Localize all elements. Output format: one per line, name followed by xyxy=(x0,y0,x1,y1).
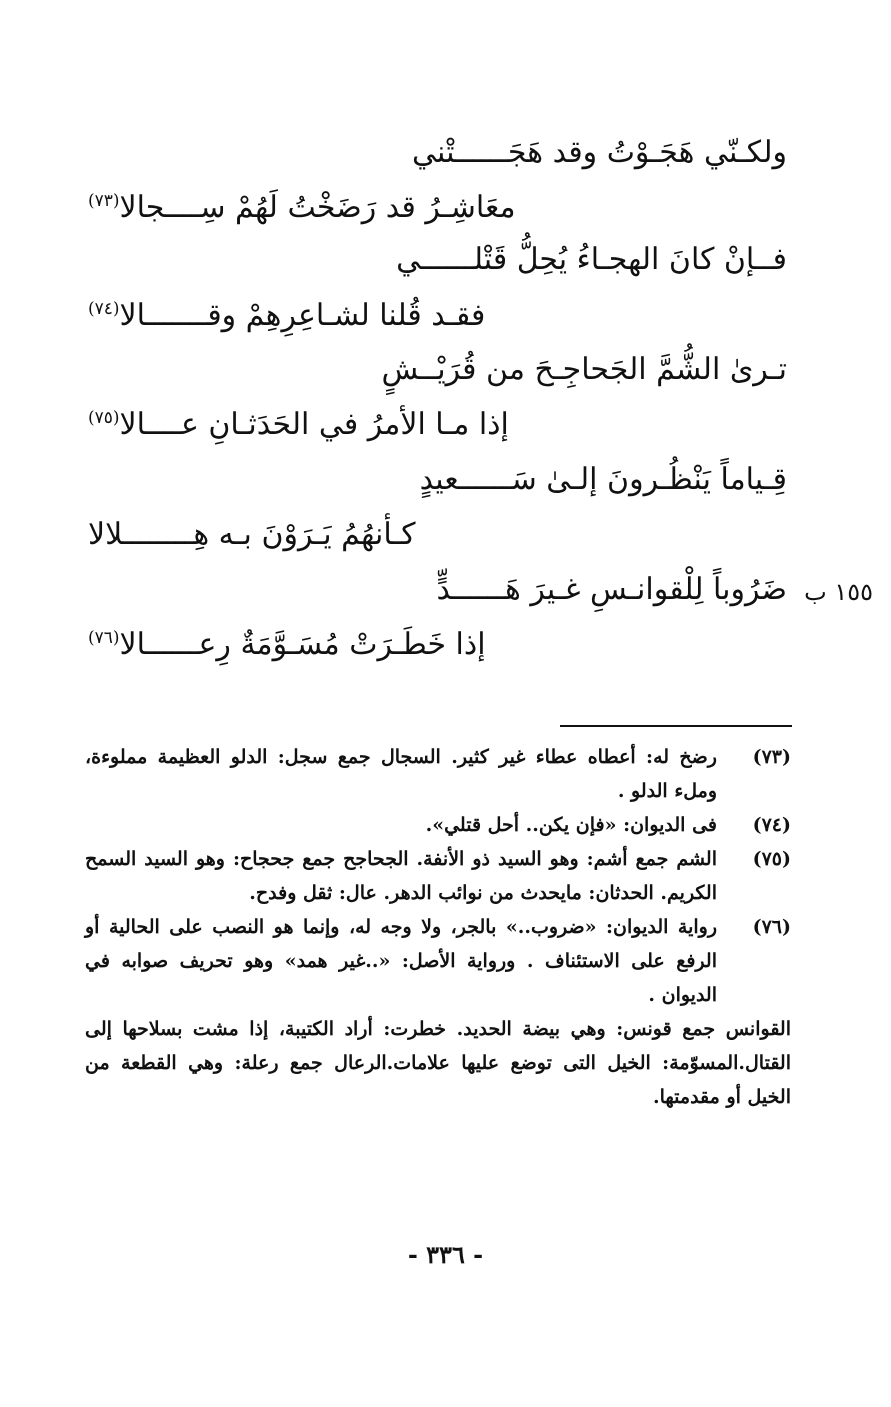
footnote-number: (٧٤) xyxy=(752,814,791,836)
verse-hemistich-4a: قِـياماً يَنْظُـرونَ إلـىٰ سَــــــعيدٍ xyxy=(419,462,787,497)
verse-hemistich-1a: ولكـنّي هَجَـوْتُ وقد هَجَــــــتْني xyxy=(412,135,787,170)
footnote-76 xyxy=(85,910,791,1012)
footnote-76-continuation: القوانس جمع قونس: وهي بيضة الحديد. خطرت: أراد الكتيبة، إذا مشت بسلاحها إلى القتال.المسوّمة: الخيل التى توضع عليها علامات.الرعال جمع رعلة: وهي القطعة من الخيل أو مقدمتها. xyxy=(85,1018,791,1108)
footnote-ref-76: (٧٦) xyxy=(88,628,120,648)
footnote-74 xyxy=(85,808,791,842)
footnote-text: رضخ له: أعطاه عطاء غير كثير. السجال جمع سجل: الدلو العظيمة مملوءة، وملء الدلو . xyxy=(85,746,717,802)
footnote-ref-74: (٧٤) xyxy=(88,299,120,319)
footnotes xyxy=(85,740,791,1114)
verse-hemistich-5b: إذا خَطَـرَتْ مُسَـوَّمَةٌ رِعــــــالا$^{(٧٦)}$ xyxy=(88,627,486,662)
manuscript-folio-marker: ١٥٥ ب xyxy=(804,578,873,606)
footnote-75 xyxy=(85,842,791,910)
footnote-ref-73: (٧٣) xyxy=(88,191,120,211)
verse-hemistich-1b: معَاشِـرُ قد رَضَخْتُ لَهُمْ سِــــجالا$^{(٧٣)}$ xyxy=(88,190,516,225)
footnote-number: (٧٣) xyxy=(752,746,791,768)
footnote-text: الشم جمع أشم: وهو السيد ذو الأنفة. الجحاجح جمع جحجاح: وهو السيد السمح الكريم. الحدثان: مايحدث من نوائب الدهر. عال: ثقل وفدح. xyxy=(85,848,717,904)
footnote-text: رواية الديوان: «ضروب..» بالجر، ولا وجه له، وإنما هو النصب على الحالية أو الرفع على الاستئناف . ورواية الأصل: «..غير همد» وهو تحريف صوابه في الديوان . xyxy=(85,916,717,1006)
verse-hemistich-2b: فقـد قُلنا لشـاعِرِهِمْ وقـــــــالا$^{(٧٤)}$ xyxy=(88,298,486,333)
footnote-ref-75: (٧٥) xyxy=(88,408,120,428)
verse-hemistich-5a: ضَرُوباً لِلْقوانـسِ غـيرَ هَــــــدٍّ xyxy=(436,572,787,607)
verse-hemistich-3b: إذا مـا الأمرُ في الحَدَثـانِ عــــالا$^{(٧٥)}$ xyxy=(88,407,509,442)
footnote-73 xyxy=(85,740,791,808)
verse-hemistich-2a: فــإنْ كانَ الهجـاءُ يُحِلُّ قَتْلــــــي xyxy=(396,242,787,277)
verse-hemistich-4b: كـأنهُمُ يَـرَوْنَ بـه هِــــــــلالا xyxy=(88,517,416,552)
verse-hemistich-3a: تـرىٰ الشُّمَّ الجَحاجِـحَ من قُرَيْــشٍ xyxy=(381,352,787,387)
footnote-number: (٧٥) xyxy=(752,848,791,870)
footnote-divider xyxy=(560,725,792,727)
page-number: - ٣٣٦ - xyxy=(407,1240,484,1269)
footnote-number: (٧٦) xyxy=(752,916,791,938)
footnote-text: فى الديوان: «فإن يكن.. أحل قتلي». xyxy=(425,814,717,836)
